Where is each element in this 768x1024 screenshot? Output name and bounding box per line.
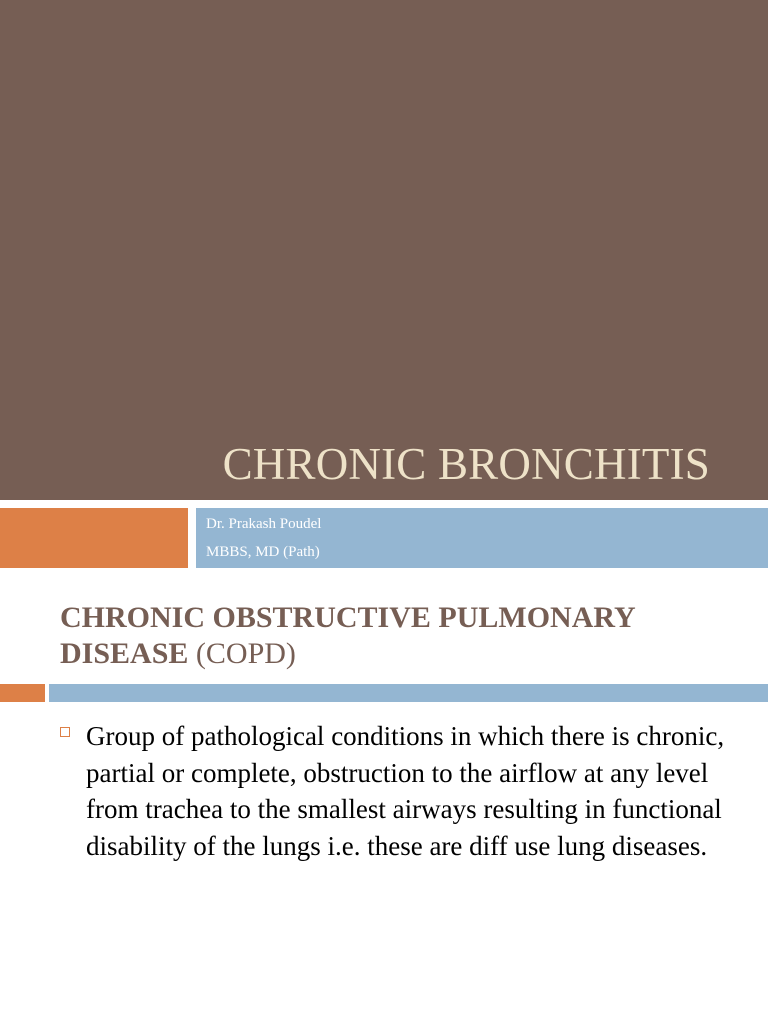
bullet-item — [60, 718, 730, 864]
author-credentials: MBBS, MD (Path) — [206, 544, 320, 560]
orange-divider-bar — [0, 684, 45, 702]
bullet-text: Group of pathological conditions in which there is chronic, partial or complete, obstruction to the airflow at any level from trachea to the smallest airways resulting in functional disability of the lungs i.e. these are diff use lung diseases. — [86, 721, 725, 861]
heading-abbreviation: (COPD) — [188, 637, 296, 670]
hollow-square-bullet-icon — [60, 727, 70, 737]
content-slide — [0, 576, 768, 1024]
heading-bold-text: CHRONIC OBSTRUCTIVE PULMONARY DISEASE — [60, 601, 635, 670]
content-slide-heading — [60, 600, 740, 672]
orange-accent-block — [0, 508, 188, 568]
author-name: Dr. Prakash Poudel — [206, 516, 322, 532]
title-band — [0, 0, 768, 500]
blue-divider-bar — [49, 684, 768, 702]
slide-title: CHRONIC BRONCHITIS — [222, 439, 710, 489]
